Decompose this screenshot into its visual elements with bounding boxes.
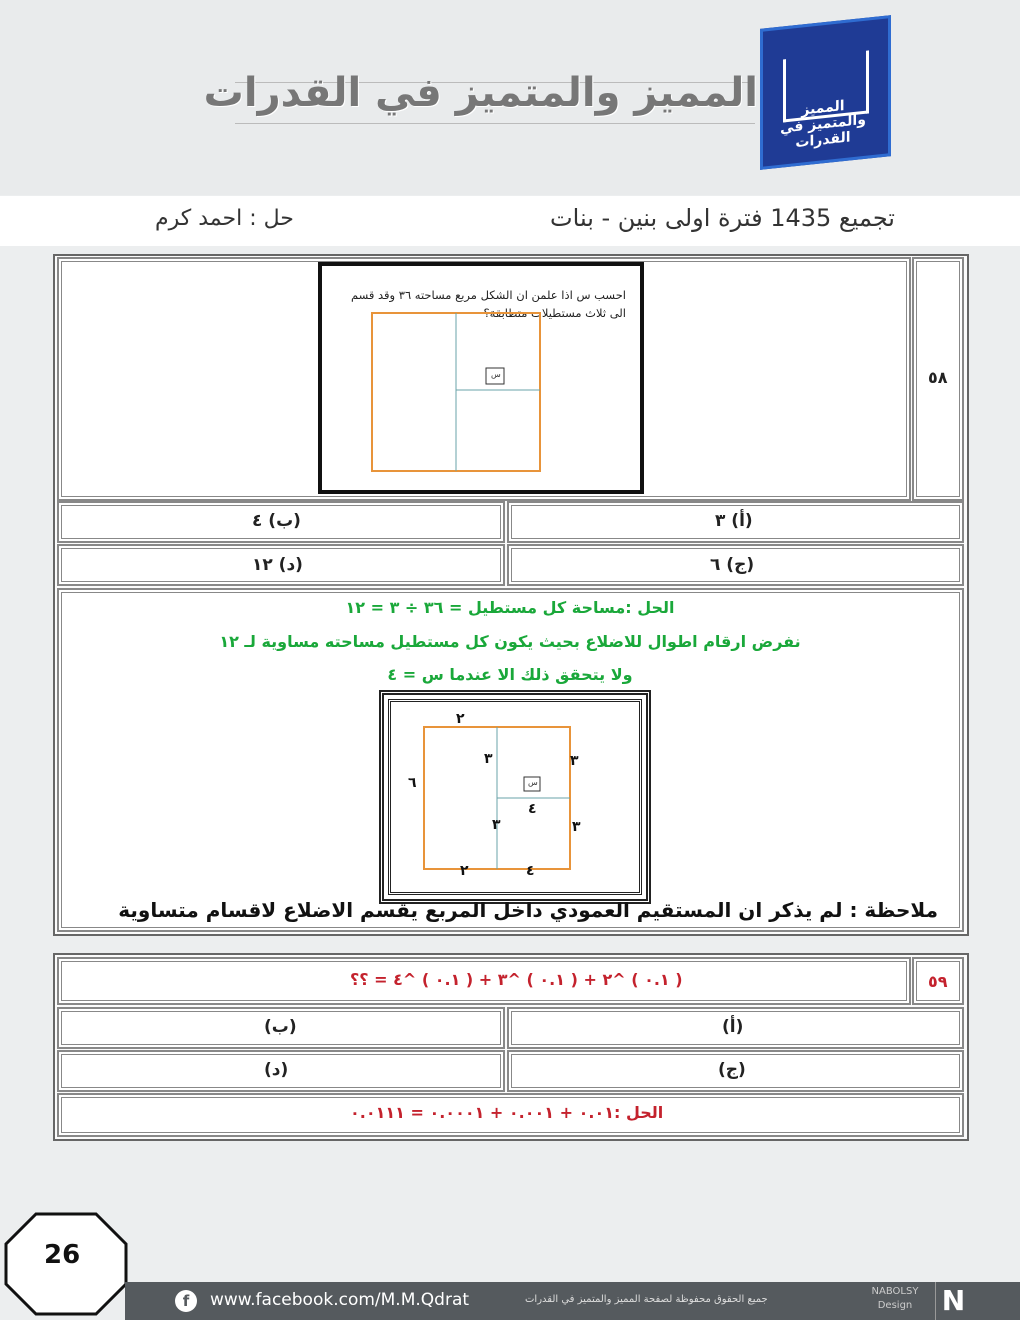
subheader-bar <box>0 196 1020 246</box>
q58-square-diagram <box>322 266 640 490</box>
q59-option-d: (د) <box>264 1060 289 1080</box>
collection-title: تجميع 1435 فترة اولى بنين - بنات <box>550 204 895 232</box>
q58-solution-line3: ولا يتحقق ذلك الا عندما س = ٤ <box>387 665 633 684</box>
brand-title: المميز والمتميز في القدرات <box>203 70 758 116</box>
facebook-link[interactable]: www.facebook.com/M.M.Qdrat <box>210 1290 470 1310</box>
designer-credit: NABOLSY Design <box>871 1286 919 1311</box>
q58-option-a: (أ) ٣ <box>715 511 753 531</box>
q59-option-c: (ج) <box>718 1060 746 1080</box>
q58-note: ملاحظة : لم يذكر ان المستقيم العمودي داخل المربع يقسم الاضلاع لاقسام متساوية <box>118 898 938 922</box>
q59-number: ٥٩ <box>928 972 948 991</box>
diagram-x-label: س <box>528 778 538 787</box>
q58-number: ٥٨ <box>928 368 948 387</box>
page-footer <box>125 1282 1020 1320</box>
q58-figure <box>318 262 644 494</box>
diagram-label-left: ٦ <box>408 775 417 791</box>
q58-option-c: (ج) ٦ <box>710 555 755 575</box>
q59-solution: الحل :٠.٠١ + ٠.٠٠١ + ٠.٠٠٠١ = ٠.٠١١١ <box>350 1103 664 1122</box>
diagram-label-bottom-right: ٤ <box>526 863 535 879</box>
q58-question-text: احسب س اذا علمن ان الشكل مربع مساحته ٣٦ وقد قسم الى ثلاث مستطيلات متطابقة؟ <box>350 288 626 320</box>
logo-text: المميز والمتميز في القدرات <box>780 97 866 152</box>
q58-option-d: (د) ١٢ <box>252 555 303 575</box>
diagram-label-bottom-left: ٢ <box>460 863 469 879</box>
q58-solution-diagram <box>379 690 651 904</box>
designer-mark: N <box>935 1282 971 1320</box>
page-number: 26 <box>44 1240 81 1270</box>
diagram-label-top: ٢ <box>456 711 465 727</box>
q59-question: ( ٠.١ ) ^٢ + ( ٠.١ ) ^٣ + ( ٠.١ ) ^٤ = ؟؟ <box>350 970 683 989</box>
diagram-label-mid-lower: ٣ <box>492 817 501 833</box>
q59-option-a: (أ) <box>722 1017 744 1037</box>
q58-solution-line2: نفرض ارقام اطوال للاضلاع بحيث يكون كل مستطيل مساحته مساوية لـ ١٢ <box>219 632 801 651</box>
rights-text: جميع الحقوق محفوظة لصفحة المميز والمتميز في القدرات <box>525 1294 768 1305</box>
solver-name: حل : احمد كرم <box>155 206 294 231</box>
diagram-label-mid-upper: ٣ <box>484 751 493 767</box>
q58-x-label: س <box>491 370 501 379</box>
facebook-icon: f <box>175 1290 197 1312</box>
diagram-label-center: ٤ <box>528 801 537 817</box>
q58-option-b: (ب) ٤ <box>252 511 301 531</box>
brand-logo <box>760 15 891 170</box>
page-header <box>0 0 1020 195</box>
q59-option-b: (ب) <box>264 1017 297 1037</box>
diagram-label-right-upper: ٣ <box>570 753 579 769</box>
diagram-label-right-lower: ٣ <box>572 819 581 835</box>
q58-solution-line1: الحل :مساحة كل مستطيل = ٣٦ ÷ ٣ = ١٢ <box>345 598 675 617</box>
